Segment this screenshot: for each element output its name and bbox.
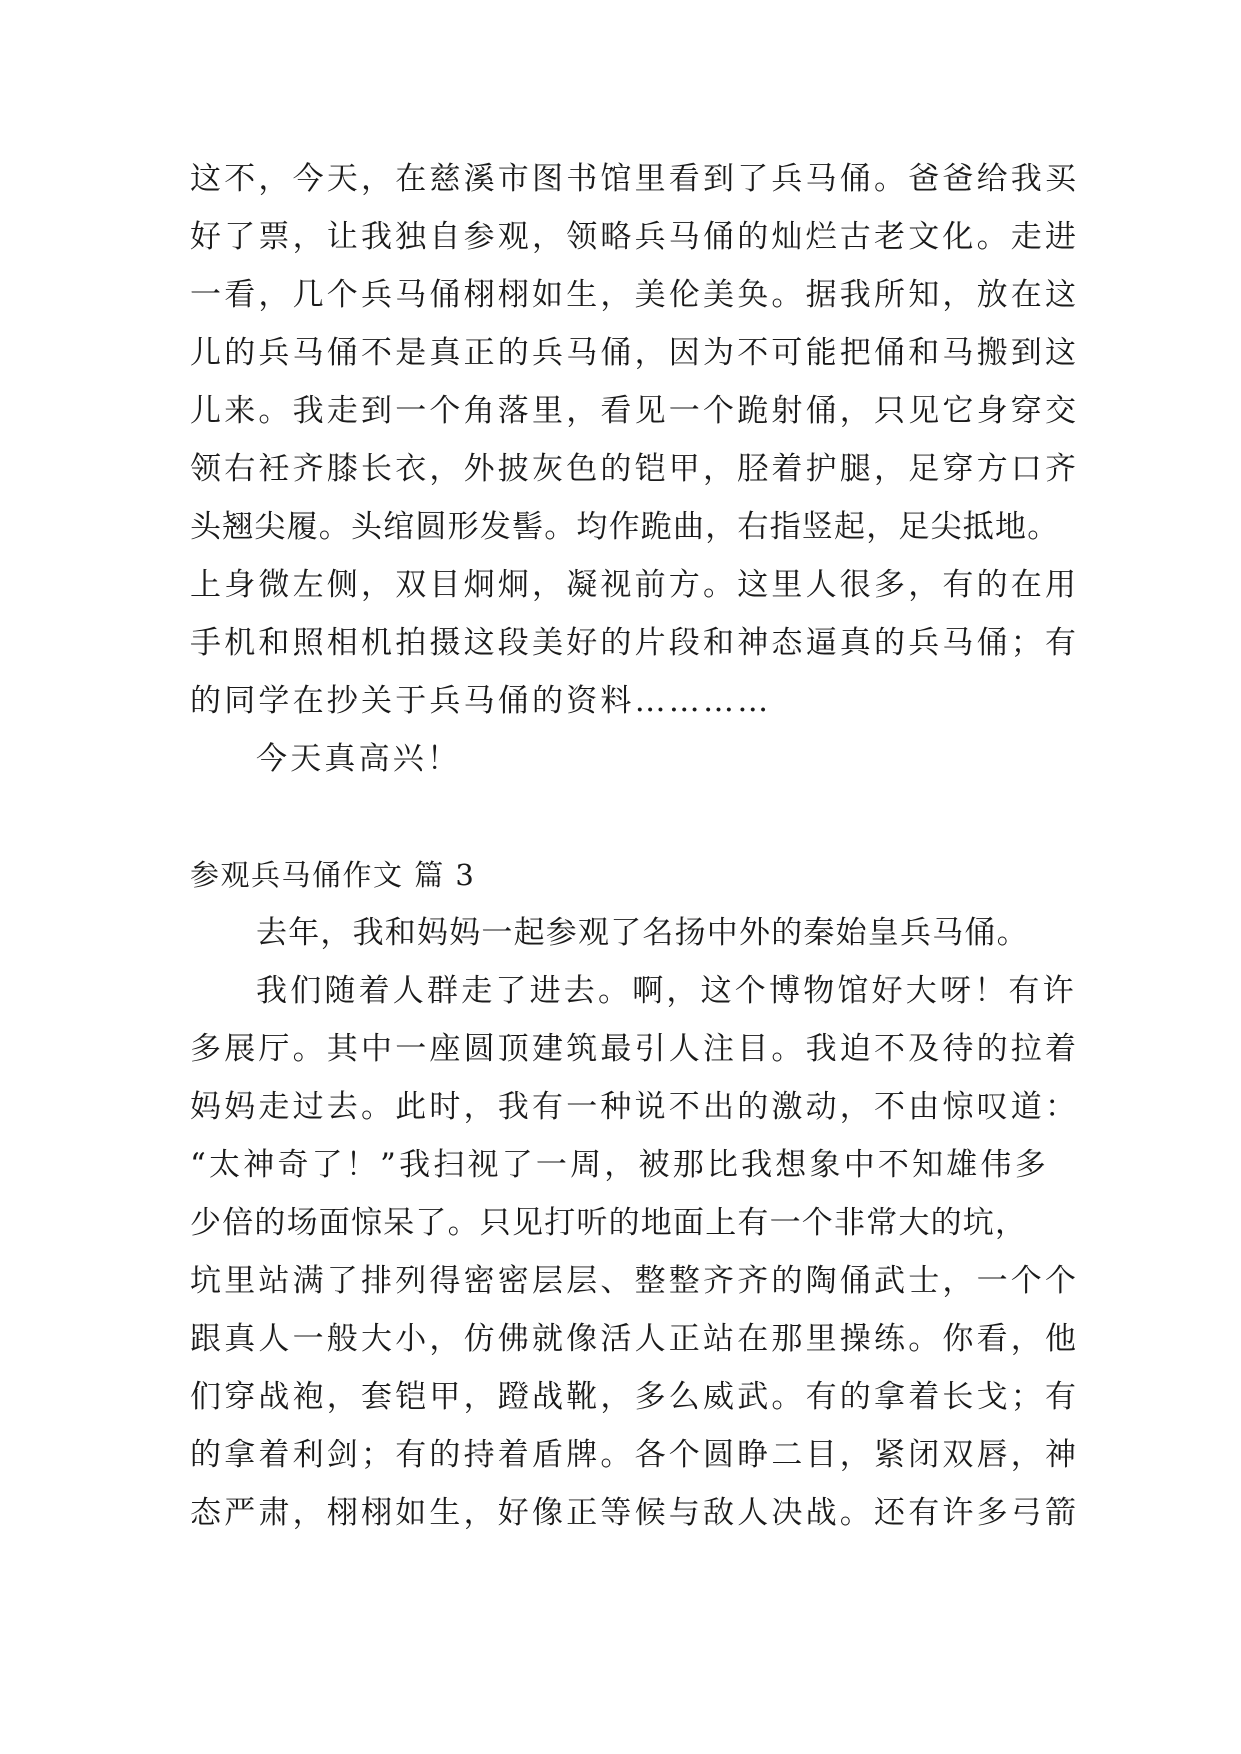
text-line: 我们随着人群走了进去。啊，这个博物馆好大呀！有许 [256, 973, 1077, 1009]
document-page [190, 150, 1080, 1542]
text-line: 儿的兵马俑不是真正的兵马俑，因为不可能把俑和马搬到这 [190, 335, 1080, 371]
text-line: 头翘尖履。头绾圆形发髻。均作跪曲，右指竖起，足尖抵地。 [190, 509, 1060, 545]
section-heading: 参观兵马俑作文 篇 3 [190, 858, 476, 892]
text-line: 一看，几个兵马俑栩栩如生，美伦美奂。据我所知，放在这 [190, 277, 1080, 313]
text-line: 多展厅。其中一座圆顶建筑最引人注目。我迫不及待的拉着 [190, 1031, 1080, 1067]
essay-section-3 [190, 846, 1080, 1542]
text-line: 儿来。我走到一个角落里，看见一个跪射俑，只见它身穿交 [190, 393, 1080, 429]
text-line: 态严肃，栩栩如生，好像正等候与敌人决战。还有许多弓箭 [190, 1495, 1080, 1531]
text-line: 好了票，让我独自参观，领略兵马俑的灿烂古老文化。走进 [190, 219, 1080, 255]
text-line: 的拿着利剑；有的持着盾牌。各个圆睁二目，紧闭双唇，神 [190, 1437, 1080, 1473]
text-line: 坑里站满了排列得密密层层、整整齐齐的陶俑武士，一个个 [190, 1263, 1080, 1299]
text-line: 领右衽齐膝长衣，外披灰色的铠甲，胫着护腿，足穿方口齐 [190, 451, 1080, 487]
text-line: 妈妈走过去。此时，我有一种说不出的激动，不由惊叹道： [190, 1089, 1080, 1125]
text-line: 少倍的场面惊呆了。只见打听的地面上有一个非常大的坑， [190, 1205, 1028, 1241]
text-line: 们穿战袍，套铠甲，蹬战靴，多么威武。有的拿着长戈；有 [190, 1379, 1080, 1415]
text-line: 手机和照相机拍摄这段美好的片段和神态逼真的兵马俑；有 [190, 625, 1080, 661]
text-line: 这不，今天，在慈溪市图书馆里看到了兵马俑。爸爸给我买 [190, 161, 1080, 197]
text-line: 跟真人一般大小，仿佛就像活人正站在那里操练。你看，他 [190, 1321, 1080, 1357]
section-gap [190, 788, 1060, 846]
essay-section-2-continued [190, 150, 1080, 788]
text-line: “太神奇了！”我扫视了一周，被那比我想象中不知雄伟多 [190, 1147, 1049, 1183]
text-line: 上身微左侧，双目炯炯，凝视前方。这里人很多，有的在用 [190, 567, 1080, 603]
closing-line: 今天真高兴！ [256, 741, 462, 777]
paragraph-first-line: 去年，我和妈妈一起参观了名扬中外的秦始皇兵马俑。 [256, 915, 1029, 951]
text-line: 的同学在抄关于兵马俑的资料………… [190, 683, 772, 719]
